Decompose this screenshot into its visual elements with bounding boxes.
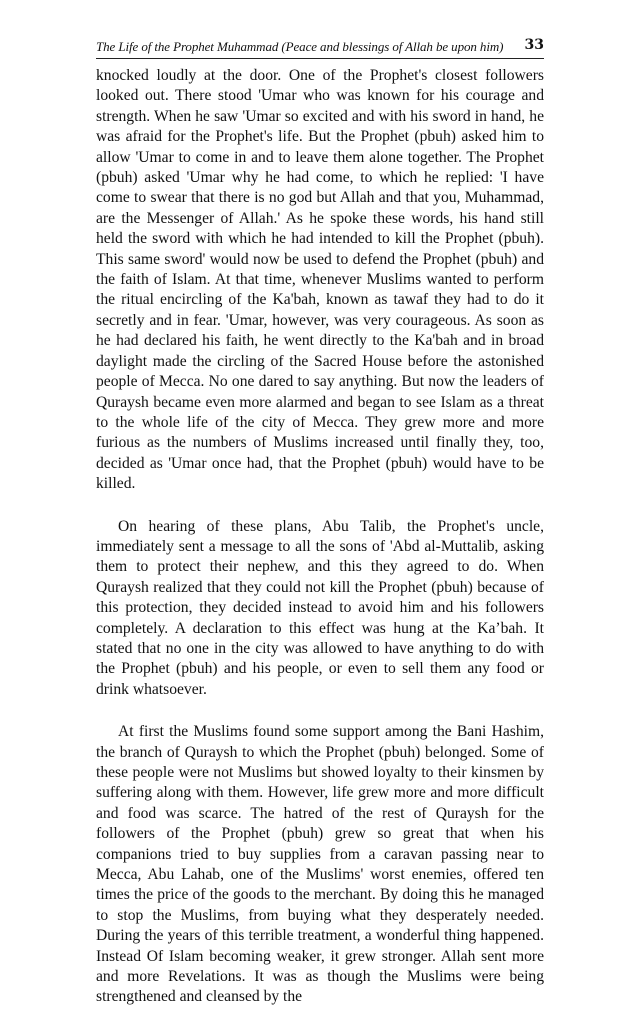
paragraph-2: On hearing of these plans, Abu Talib, the Prophet's uncle, immediately sent a message to all the sons of 'Abd al-Muttalib, asking them to protect their nephew, and this they agreed to do. When Quraysh realized that they could not kill the Prophet (pbuh) because of this protection, they decided instead to avoid him and his followers completely. A declaration to this effect was hung at the Ka’bah. It stated that no one in the city was allowed to have anything to do with the Prophet (pbuh) and his people, or even to sell them any food or drink whatsoever. [96,517,544,698]
page-number: 33 [524,37,544,53]
paragraph-1: knocked loudly at the door. One of the Prophet's closest followers looked out. There stood 'Umar who was known for his courage and strength. When he saw 'Umar so excited and with his sword in hand, he was afraid for the Prophet's life. But the Prophet (pbuh) asked him to allow 'Umar to come in and to leave them alone together. The Prophet (pbuh) asked 'Umar why he had come, to which he replied: 'I have come to swear that there is no god but Allah and that you, Muhammad, are the Messenger of Allah.' As he spoke these words, his hand still held the sword with which he had intended to kill the Prophet (pbuh). This same sword' would now be used to defend the Prophet (pbuh) and the faith of Islam. At that time, whenever Muslims wanted to perform the ritual encircling of the Ka'bah, known as tawaf they had to do it secretly and in fear. 'Umar, however, was very courageous. As soon as he had declared his faith, he went directly to the Ka'bah and in broad daylight made the circling of the Sacred House before the astonished people of Mecca. No one dared to say anything. But now the leaders of Quraysh became even more alarmed and began to see Islam as a threat to the whole life of the city of Mecca. They grew more and more furious as the numbers of Muslims increased until finally they, too, decided as 'Umar once had, that the Prophet (pbuh) would have to be killed. [96,67,544,493]
paragraph-3: At first the Muslims found some support among the Bani Hashim, the branch of Quraysh to which the Prophet (pbuh) belonged. Some of these people were not Muslims but showed loyalty to their kinsmen by suffering along with them. However, life grew more and more difficult and food was scarce. The hatred of the rest of Quraysh for the followers of the Prophet (pbuh) grew so great that when his companions tried to buy supplies from a caravan passing near to Mecca, Abu Lahab, one of the Muslims' worst enemies, offered ten times the price of the goods to the merchant. By doing this he managed to stop the Muslims, from buying what they desperately needed. During the years of this terrible treatment, a wonderful thing happened. Instead Of Islam becoming weaker, it grew stronger. Allah sent more and more Revelations. It was as though the Muslims were being strengthened and cleansed by the [96,723,544,1006]
header-title: The Life of the Prophet Muhammad (Peace and blessings of Allah be upon him) [96,39,504,54]
running-header [96,36,544,59]
body-text [96,66,544,1030]
